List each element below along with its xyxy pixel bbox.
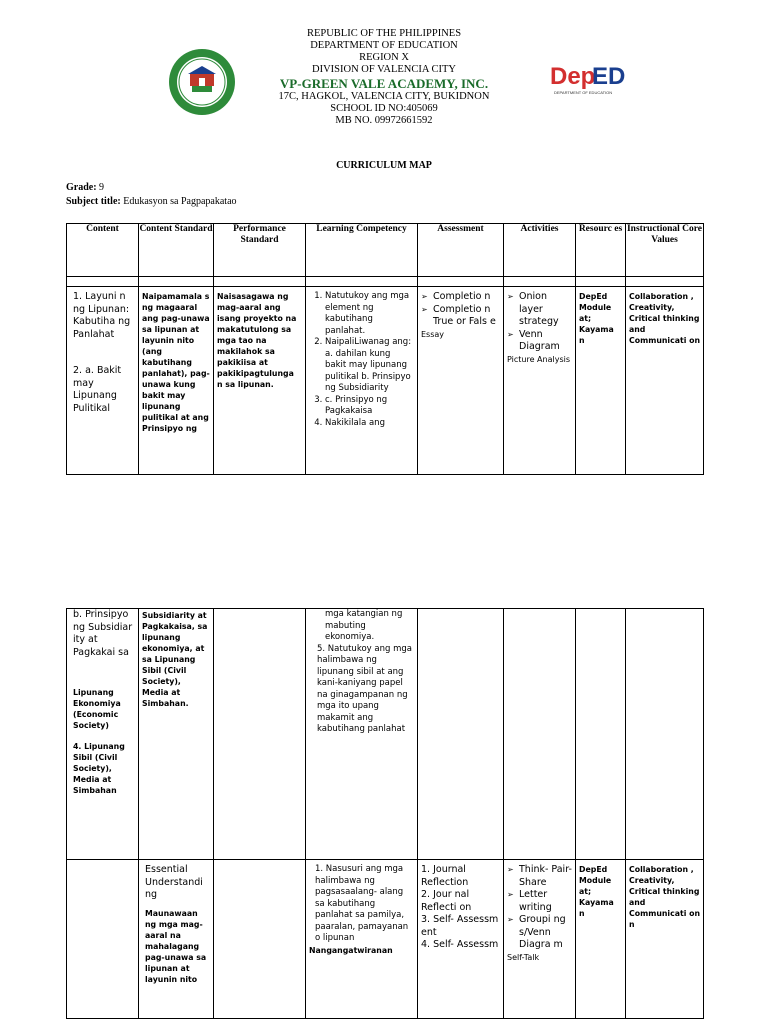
document-title: CURRICULUM MAP [336,160,432,171]
content-cell [67,287,138,474]
header-republic: REPUBLIC OF THE PHILIPPINES [306,28,462,39]
content-topic-1: 1. Layuni n ng Lipunan: Kabutiha ng Panlahat [73,291,131,340]
content-topic-b: b. Prinsipyo ng Subsidiar ity at Pagkakai sa [73,609,133,658]
content-cell [67,609,138,856]
resources-cell: DepEd Module at; Kayama n [579,865,614,918]
activity-extra: Picture Analysis [507,354,571,364]
assessment-item: ➢ Completio n True or Fals e [421,304,500,329]
competency-item-5: 5. Natutukoy ang mga halimbawa ng lipunang sibil at ang kani-kaniyang papel na ginagampanan ng mga ito upang makamit ang kabutihang panlahat [317,643,412,734]
subject-value: Edukasyon sa Pagpapakatao [123,196,237,207]
svg-text:ED: ED [592,63,626,90]
col-learning-competency: Learning Competency [306,224,418,277]
col-activities: Activities [504,224,576,277]
activity-item: ➢ Letter writing [507,889,572,914]
grade-label: Grade: [66,182,97,193]
col-core-values: Instructional Core Values [626,224,704,277]
svg-text:Dep: Dep [550,63,596,90]
assessment-item: 4. Self- Assessm [421,939,499,950]
assessment-cell [418,860,503,1018]
performance-standard-cell [214,609,305,617]
activity-item: ➢ Groupi ng s/Venn Diagra m [507,914,572,952]
spacer-row [67,277,704,287]
col-resources: Resourc es [576,224,626,277]
activities-cell [504,287,575,474]
assessment-cell [418,287,503,474]
school-name: VP-GREEN VALE ACADEMY, INC. [279,76,489,91]
subject-line [66,196,237,207]
competency-item: 1. Natutukoy ang mga element ng kabutihang panlahat. [325,291,414,337]
col-content-standard: Content Standard [139,224,214,277]
competency-item: 4. Nakikilala ang [325,418,414,430]
competency-item: 3. c. Prinsipyo ng Pagkakaisa [325,395,414,418]
header-deped: DEPARTMENT OF EDUCATION [310,40,458,51]
learning-competency-cell [306,609,417,856]
learning-competency-cell [306,287,417,474]
activity-extra: Self-Talk [507,952,540,962]
col-performance-standard: Performance Standard [214,224,306,277]
understanding-text: Maunawaan ng mga mag- aaral na mahalagang pag-unawa sa lipunan at layunin nito [145,908,207,984]
content-standard-cell: Naipamamala s ng magaaral ang pag-unawa sa lipunan at layunin nito (ang kabutihang panlahat), pag- unawa kung bakit may lipunang pulitikal at ang Prinsipyo ng [142,292,210,433]
mb-number: MB NO. 09972661592 [335,115,433,126]
table-row [67,287,704,475]
header-region: REGION X [359,52,409,63]
assessment-item: 2. Jour nal Reflecti on [421,889,472,913]
header-division: DIVISION OF VALENCIA CITY [312,64,456,75]
activity-item: ➢ Think- Pair- Share [507,864,572,889]
core-values-cell: Collaboration , Creativity, Critical thinking and Communicati on [629,292,701,345]
performance-standard-cell: Naisasagawa ng mag-aaral ang isang proyekto na makatutulong sa mga tao na makilahok sa pakikiisa at pakikipagtulunga n sa lipunan. [217,292,297,389]
content-topic-2: 2. a. Bakit may Lipunang Pulitikal [73,365,122,414]
assessment-item: ➢ Completio n [421,291,500,304]
col-content: Content [67,224,139,277]
curriculum-table-page2 [66,608,704,1019]
deped-logo [548,58,626,98]
table-header-row [67,224,704,277]
content-standard-cell: Subsidiarity at Pagkakaisa, sa lipunang ekonomiya, at sa Lipunang Sibil (Civil Society), Media at Simbahan. [142,611,208,708]
essential-understanding: Essential Understandi ng [145,864,203,900]
svg-text:DEPARTMENT OF EDUCATION: DEPARTMENT OF EDUCATION [554,90,613,95]
table-row [67,609,704,860]
school-id: SCHOOL ID NO:405069 [330,103,438,114]
content-standard-cell [139,860,213,1018]
content-topic-civil: 4. Lipunang Sibil (Civil Society), Media at Simbahan [73,742,125,795]
assessment-extra: Essay [421,329,445,339]
table-row [67,860,704,1019]
learning-competency-cell [306,860,417,1018]
activity-item: ➢ Venn Diagram [507,329,572,354]
competency-item: 2. NaipaliLiwanag ang: a. dahilan kung bakit may lipunang pulitikal b. Prinsipyo ng Subsidiarity [325,337,414,395]
activity-item: ➢ Onion layer strategy [507,291,572,329]
competency-continued: mga katangian ng mabuting ekonomiya. [325,609,403,642]
subject-label: Subject title: [66,196,121,207]
resources-cell: DepEd Module at; Kayama n [579,292,614,345]
grade-value: 9 [99,182,105,193]
content-topic-economy: Lipunang Ekonomiya (Economic Society) [73,688,121,730]
assessment-item: 3. Self- Assessm ent [421,914,499,938]
col-assessment: Assessment [418,224,504,277]
letterhead [0,28,768,127]
school-seal-logo [168,48,236,116]
school-address: 17C, HAGKOL, VALENCIA CITY, BUKIDNON [278,91,490,102]
core-values-cell: Collaboration , Creativity, Critical thinking and Communicati on n [629,865,701,929]
grade-line [66,182,104,193]
competency-item-1: 1. Nasusuri ang mga halimbawa ng pagsasaalang- alang sa kabutihang panlahat sa pamilya, paaralan, pamayanan o lipunan [315,864,409,943]
activities-cell [504,860,575,1018]
curriculum-table-page1 [66,223,704,475]
assessment-item: 1. Journal Reflection [421,864,469,888]
competency-extra: Nangangatwiranan [309,945,393,955]
